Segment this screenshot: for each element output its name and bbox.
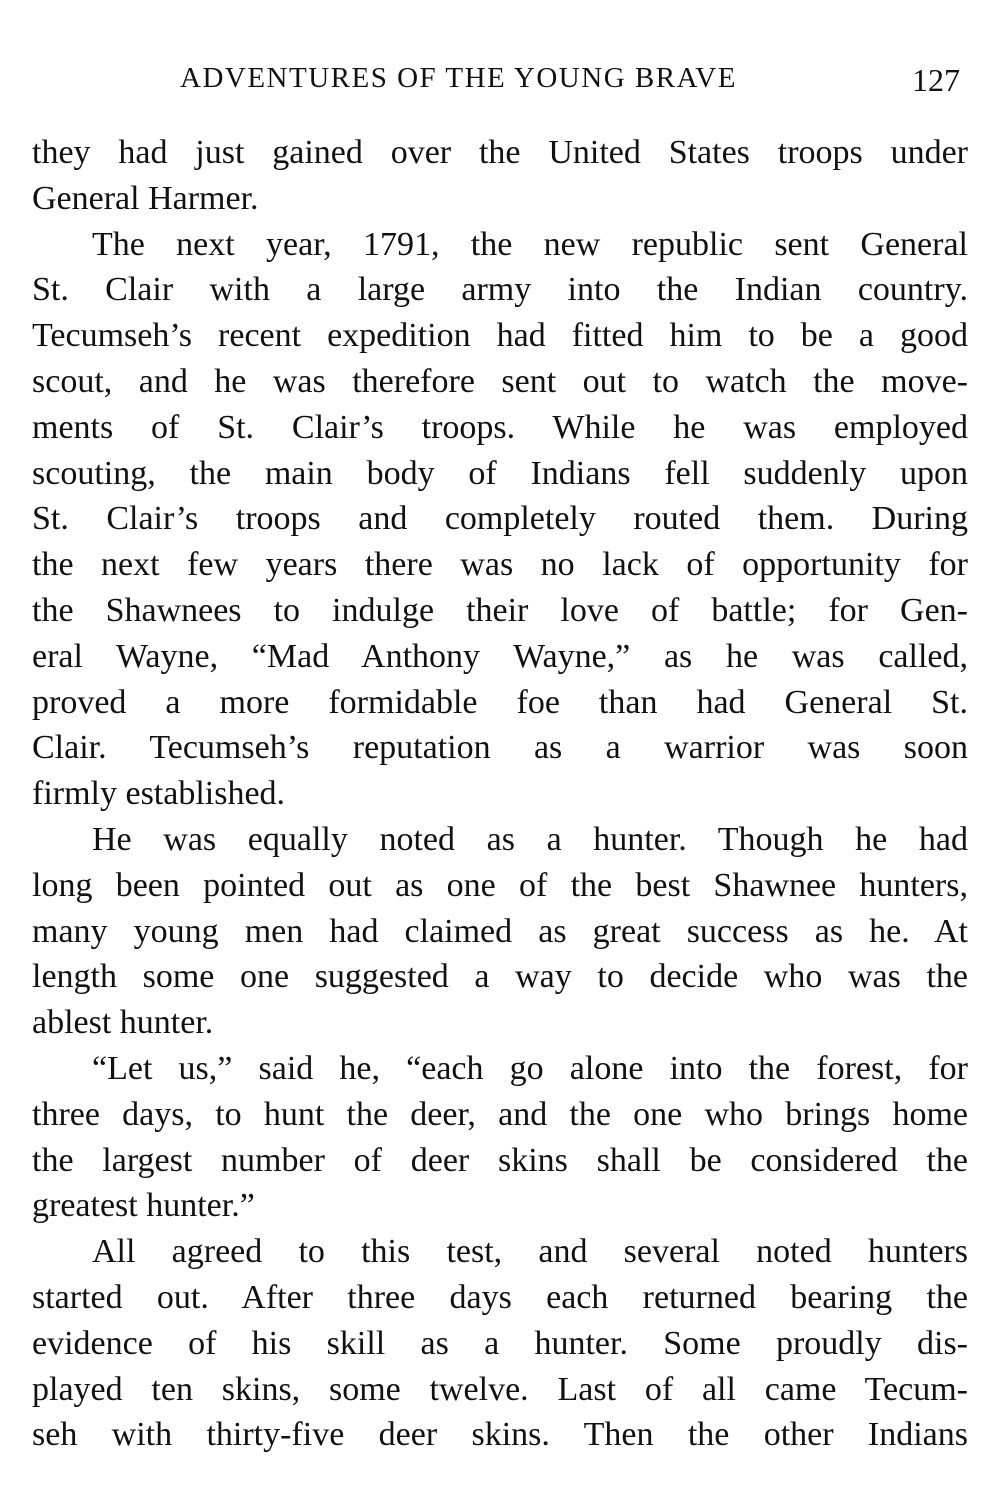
text-line: firmly established. [32, 775, 286, 813]
text-line: scout, and he was therefore sent out to watch the move- [32, 362, 968, 400]
text-line: proved a more formidable foe than had General St. [32, 683, 968, 721]
text-line: many young men had claimed as great success as he. At [32, 912, 968, 950]
text-line: started out. After three days each returned bearing the [32, 1278, 968, 1316]
text-line: He was equally noted as a hunter. Though he had [92, 820, 968, 858]
text-line: Clair. Tecumseh’s reputation as a warrior was soon [32, 729, 968, 767]
text-line: ablest hunter. [32, 1004, 214, 1042]
text-line: St. Clair with a large army into the Indian country. [32, 271, 968, 309]
text-line: eral Wayne, “Mad Anthony Wayne,” as he was called, [32, 637, 968, 675]
text-line: scouting, the main body of Indians fell suddenly upon [32, 454, 968, 492]
text-line: ments of St. Clair’s troops. While he was employed [32, 408, 968, 446]
text-line: the next few years there was no lack of opportunity for [32, 546, 968, 584]
text-line: All agreed to this test, and several noted hunters [92, 1233, 968, 1271]
text-line: Tecumseh’s recent expedition had fitted him to be a good [32, 317, 968, 355]
text-line: greatest hunter.” [32, 1187, 255, 1225]
text-line: long been pointed out as one of the best Shawnee hunters, [32, 866, 968, 904]
text-line: seh with thirty-five deer skins. Then the other Indians [32, 1416, 968, 1454]
text-line: “Let us,” said he, “each go alone into the forest, for [92, 1049, 968, 1087]
text-line: length some one suggested a way to decide who was the [32, 958, 968, 996]
text-line: The next year, 1791, the new republic sent General [92, 225, 968, 263]
text-line: the Shawnees to indulge their love of battle; for Gen- [32, 591, 968, 629]
text-line: evidence of his skill as a hunter. Some proudly dis- [32, 1324, 968, 1362]
text-line: St. Clair’s troops and completely routed them. During [32, 500, 968, 538]
running-head-title: ADVENTURES OF THE YOUNG BRAVE [180, 62, 737, 94]
text-line: General Harmer. [32, 179, 259, 217]
text-line: the largest number of deer skins shall be considered the [32, 1141, 968, 1179]
page-number: 127 [912, 62, 960, 98]
text-line: three days, to hunt the deer, and the one who brings home [32, 1095, 968, 1133]
text-line: they had just gained over the United States troops under [32, 134, 968, 171]
text-line: played ten skins, some twelve. Last of all came Tecum- [32, 1370, 968, 1408]
body-text [32, 130, 968, 1458]
